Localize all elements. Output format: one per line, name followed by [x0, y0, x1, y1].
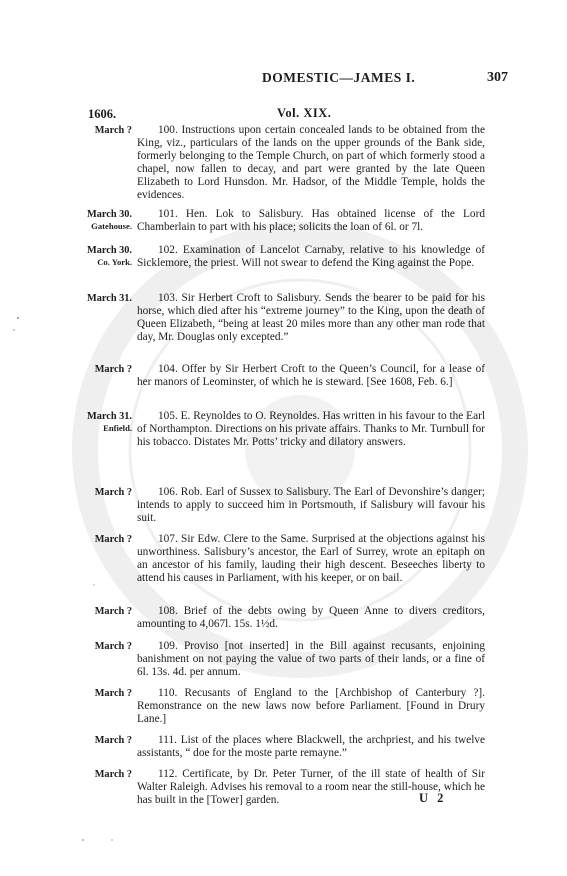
entry-date-text: March 30.	[87, 209, 132, 220]
entry-text	[137, 208, 485, 234]
entry-text	[137, 734, 485, 760]
entry-paragraph: 103. Sir Herbert Croft to Salisbury. Sends the bearer to be paid for his horse, which died after his “extreme journey” to the King, upon the death of Queen Elizabeth, “being at least 20 miles more than any other man rode that day, Mr. Douglas only excepted.”	[137, 292, 485, 343]
entry-paragraph: 100. Instructions upon certain concealed lands to be obtained from the King, viz., particulars of the lands on the upper grounds of the Bank side, formerly belonging to the Temple Church, on part of which formerly stood a chapel, now fallen to decay, and part were granted by the late Queen Elizabeth to Lord Hunsdon. Mr. Hadsor, of the Middle Temple, holds the evidences.	[137, 124, 485, 201]
entry-paragraph: 109. Proviso [not inserted] in the Bill against recusants, enjoining banishment on not paying the value of two parts of their lands, or a fine of 6l. 13s. 4d. per annum.	[137, 640, 485, 678]
entry-place: Co. York.	[97, 257, 132, 267]
entry-paragraph: 112. Certificate, by Dr. Peter Turner, of the ill state of health of Sir Walter Raleigh. Advises his removal to a room near the still-house, which he has built in the [Tower] garden.	[137, 768, 485, 806]
entry-text	[137, 533, 485, 585]
entry-text	[137, 640, 485, 679]
entry-date-text: March ?	[94, 641, 132, 652]
entry-text	[137, 124, 485, 201]
entry-date-text: March ?	[94, 688, 132, 699]
entry-date	[60, 487, 132, 498]
signature-mark: U 2	[419, 791, 447, 805]
year-heading: 1606.	[88, 107, 117, 121]
entry-paragraph: 107. Sir Edw. Clere to the Same. Surprised at the objections against his unworthiness. Salisbury’s ancestor, the Earl of Surrey, wrote an epitaph on an ancestor of his family, lauding their high descent. Beseeches liberty to attend his causes in Parliament, with his keeper, or on bail.	[137, 533, 485, 584]
entry-paragraph: 104. Offer by Sir Herbert Croft to the Queen’s Council, for a lease of her manors of Leominster, of which he is steward. [See 1608, Feb. 6.]	[137, 363, 485, 388]
entry-date-text: March ?	[94, 364, 132, 375]
entry-text	[137, 292, 485, 344]
entry-paragraph: 101. Hen. Lok to Salisbury. Has obtained license of the Lord Chamberlain to part with his place; solicits the loan of 6l. or 7l.	[137, 208, 485, 233]
entry-text	[137, 605, 485, 631]
entry-date	[60, 641, 132, 652]
entry-paragraph: 106. Rob. Earl of Sussex to Salisbury. The Earl of Devonshire’s danger; intends to apply to succeed him in Portsmouth, if Salisbury will favour his suit.	[137, 486, 485, 524]
entry-date	[60, 534, 132, 545]
entry-paragraph: 111. List of the places where Blackwell, the archpriest, and his twelve assistants, “ doe for the moste parte remayne.”	[137, 734, 485, 759]
entry-date-text: March 31.	[87, 293, 132, 304]
entry-text	[137, 363, 485, 389]
entry-date	[60, 293, 132, 304]
entry-date	[60, 688, 132, 699]
page-number: 307	[487, 70, 508, 85]
entry-date-text: March ?	[94, 534, 132, 545]
entry-date-text: March ?	[94, 735, 132, 746]
entry-date-text: March 31.	[87, 411, 132, 422]
entry-date	[60, 606, 132, 617]
running-title: DOMESTIC—JAMES I.	[262, 70, 416, 85]
entry-date	[60, 769, 132, 780]
entry-text	[137, 244, 485, 270]
entry-paragraph: 110. Recusants of England to the [Archbishop of Canterbury ?]. Remonstrance on the new laws now before Parliament. [Found in Drury Lane.]	[137, 687, 485, 725]
entry-date	[60, 209, 132, 232]
entry-paragraph: 105. E. Reynoldes to O. Reynoldes. Has written in his favour to the Earl of Northampton. Directions on his private affairs. Thanks to Mr. Turnbull for his tobacco. Distates Mr. Potts’ tricky and dilatory answers.	[137, 410, 485, 448]
volume-heading: Vol. XIX.	[277, 106, 332, 120]
running-head	[0, 70, 567, 88]
entry-date-text: March 30.	[87, 245, 132, 256]
entry-place: Enfield.	[103, 423, 132, 433]
entry-place: Gatehouse.	[91, 221, 132, 231]
entry-date-text: March ?	[94, 487, 132, 498]
entry-date	[60, 735, 132, 746]
entry-paragraph: 108. Brief of the debts owing by Queen Anne to divers creditors, amounting to 4,067l. 15s. 1½d.	[137, 605, 485, 630]
entry-paragraph: 102. Examination of Lancelot Carnaby, relative to his knowledge of Sicklemore, the priest. Will not swear to defend the King against the Pope.	[137, 244, 485, 269]
entry-date	[60, 411, 132, 434]
entry-date-text: March ?	[94, 769, 132, 780]
entry-date-text: March ?	[94, 125, 132, 136]
entry-date-text: March ?	[94, 606, 132, 617]
entry-text	[137, 687, 485, 726]
entry-date	[60, 125, 132, 136]
entry-text	[137, 410, 485, 449]
entry-text	[137, 486, 485, 525]
entry-date	[60, 364, 132, 375]
entry-date	[60, 245, 132, 268]
